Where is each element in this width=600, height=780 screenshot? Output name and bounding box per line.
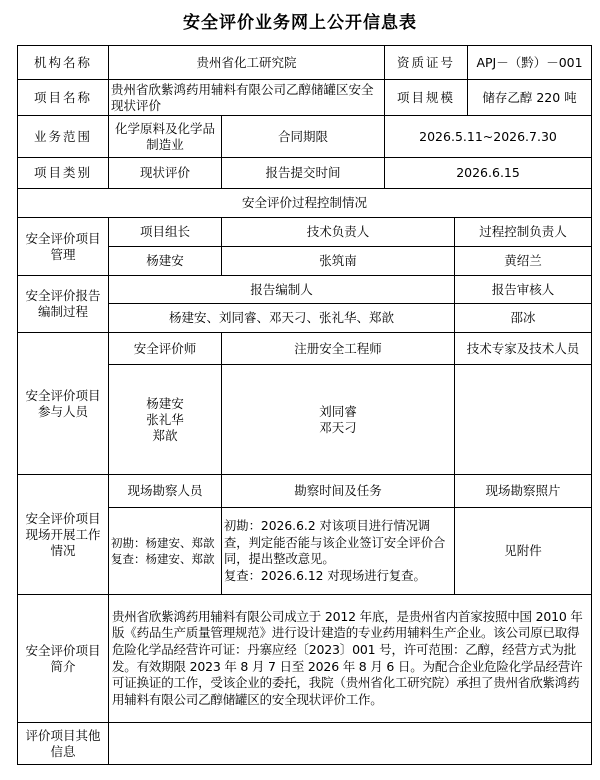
- other-info-label: 评价项目其他 信息: [18, 723, 109, 765]
- report-process-label: 安全评价报告 编制过程: [18, 276, 109, 333]
- row-report-head: [18, 276, 592, 304]
- tech-expert-label: 技术专家及技术人员: [455, 333, 592, 365]
- row-org: [18, 46, 592, 80]
- row-process-heading: [18, 189, 592, 218]
- project-mgmt-label: 安全评价项目 管理: [18, 218, 109, 276]
- row-type: [18, 158, 592, 189]
- org-name-label: 机构名称: [18, 46, 109, 80]
- report-submit-value: 2026.6.15: [385, 158, 592, 189]
- row-participants-head: [18, 333, 592, 365]
- report-author-label: 报告编制人: [109, 276, 455, 304]
- page-title: 安全评价业务网上公开信息表: [183, 13, 417, 33]
- site-survey-label: 安全评价项目 现场开展工作 情况: [18, 475, 109, 595]
- org-name-value: 贵州省化工研究院: [109, 46, 385, 80]
- contract-period-label: 合同期限: [222, 116, 385, 158]
- project-name-label: 项目名称: [18, 80, 109, 116]
- report-author-value: 杨建安、刘同睿、邓天刁、张礼华、郑歆: [109, 304, 455, 333]
- process-control-lead-value: 黄绍兰: [455, 247, 592, 276]
- registered-engineer-label: 注册安全工程师: [222, 333, 455, 365]
- info-table: [17, 45, 592, 765]
- row-scope: [18, 116, 592, 158]
- team-leader-value: 杨建安: [109, 247, 222, 276]
- project-scale-value: 储存乙醇 220 吨: [468, 80, 592, 116]
- survey-time-task-value: 初勘：2026.6.2 对该项目进行情况调查，判定能否能与该企业签订安全评价合同，提出整改意见。 复查：2026.6.12 对现场进行复查。: [222, 508, 455, 595]
- row-project: [18, 80, 592, 116]
- row-mgmt-head: [18, 218, 592, 247]
- row-intro: [18, 595, 592, 723]
- cert-no-label: 资质证号: [385, 46, 468, 80]
- project-type-label: 项目类别: [18, 158, 109, 189]
- contract-period-value: 2026.5.11~2026.7.30: [385, 116, 592, 158]
- tech-lead-value: 张筑南: [222, 247, 455, 276]
- report-reviewer-label: 报告审核人: [455, 276, 592, 304]
- business-scope-label: 业务范围: [18, 116, 109, 158]
- team-leader-label: 项目组长: [109, 218, 222, 247]
- safety-evaluator-label: 安全评价师: [109, 333, 222, 365]
- other-info-value: [109, 723, 592, 765]
- project-intro-value: 贵州省欣紫鸿药用辅料有限公司成立于 2012 年底，是贵州省内首家按照中国 2010 年版《药品生产质量管理规范》进行设计建造的专业药用辅料生产企业。该公司原已取得危险化学品经营许可证：丹寨应经〔2023〕001 号，许可范围：乙醇，经营方式为批发。有效期限 2023 年 8 月 7 日至 2026 年 8 月 6 日。为配合企业危险化学品经营许可证换证的工作，受该企业的委托，我院（贵州省化工研究院）承担了贵州省欣紫鸿药用辅料有限公司乙醇储罐区的安全现状评价工作。: [109, 595, 592, 723]
- participants-label: 安全评价项目 参与人员: [18, 333, 109, 475]
- process-control-lead-label: 过程控制负责人: [455, 218, 592, 247]
- tech-experts-value: [455, 365, 592, 475]
- row-survey-head: [18, 475, 592, 508]
- row-other: [18, 723, 592, 765]
- report-reviewer-value: 邵冰: [455, 304, 592, 333]
- report-submit-label: 报告提交时间: [222, 158, 385, 189]
- process-control-heading: 安全评价过程控制情况: [18, 189, 592, 218]
- safety-evaluators-value: 杨建安 张礼华 郑歆: [109, 365, 222, 475]
- survey-staff-label: 现场勘察人员: [109, 475, 222, 508]
- survey-photos-value: 见附件: [455, 508, 592, 595]
- survey-staff-value: 初勘：杨建安、郑歆 复查：杨建安、郑歆: [109, 508, 222, 595]
- cert-no-value: APJ－（黔）－001: [468, 46, 592, 80]
- project-type-value: 现状评价: [109, 158, 222, 189]
- survey-photos-label: 现场勘察照片: [455, 475, 592, 508]
- survey-time-task-label: 勘察时间及任务: [222, 475, 455, 508]
- tech-lead-label: 技术负责人: [222, 218, 455, 247]
- registered-engineers-value: 刘同睿 邓天刁: [222, 365, 455, 475]
- project-scale-label: 项目规模: [385, 80, 468, 116]
- project-name-value: 贵州省欣紫鸿药用辅料有限公司乙醇储罐区安全现状评价: [109, 80, 385, 116]
- business-scope-value: 化学原料及化学品制造业: [109, 116, 222, 158]
- project-intro-label: 安全评价项目 简介: [18, 595, 109, 723]
